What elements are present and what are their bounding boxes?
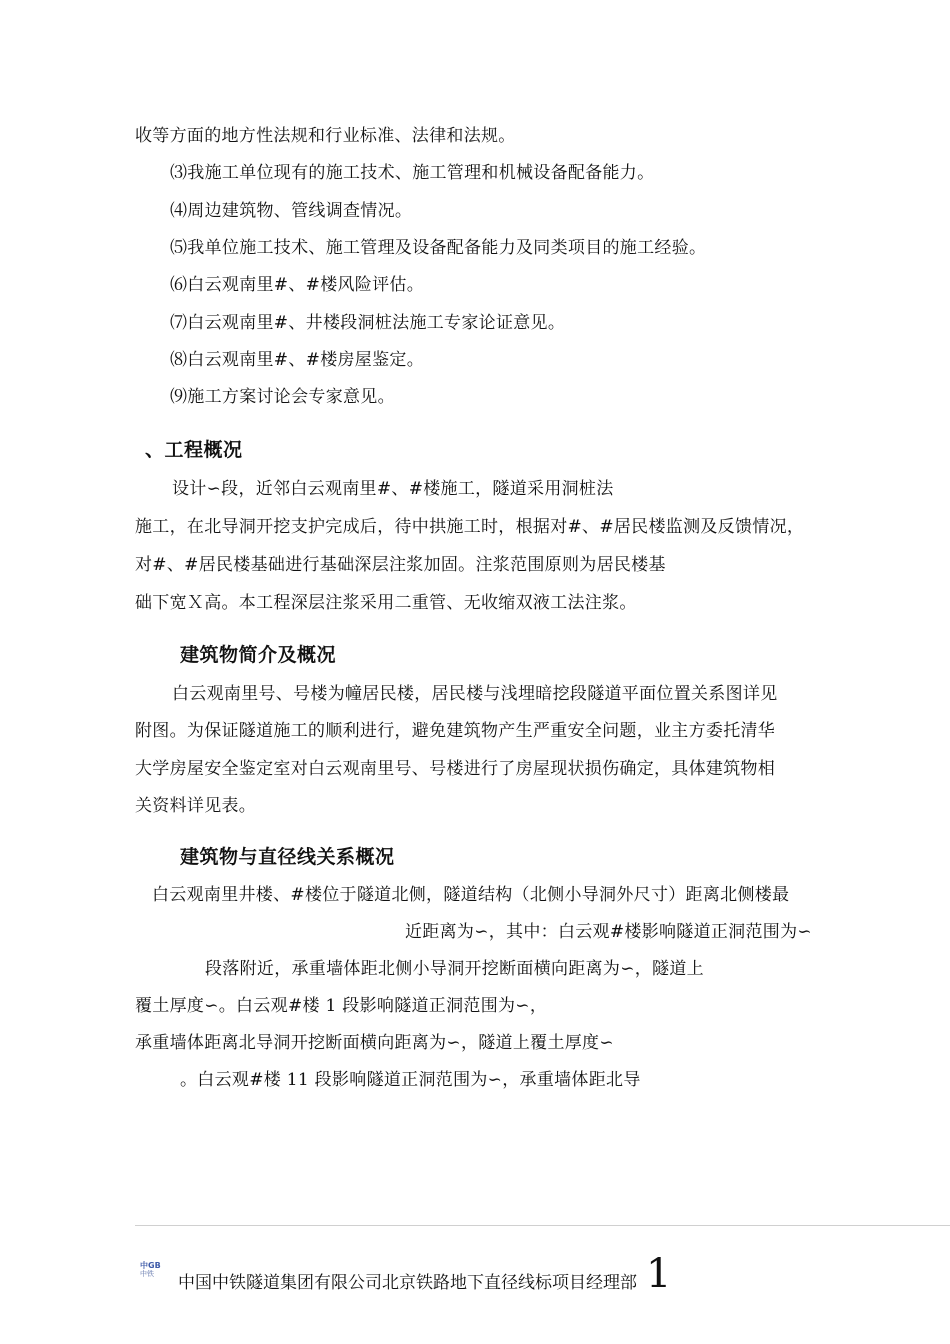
- paragraph-line: 白云观南里井楼、#楼位于隧道北侧，隧道结构（北侧小导洞外尺寸）距离北侧楼最: [152, 885, 790, 905]
- section-heading: 建筑物简介及概况: [180, 644, 337, 666]
- company-logo: [140, 1262, 174, 1278]
- logo-text-top: 中GB: [140, 1261, 161, 1270]
- footer-divider: [135, 1225, 950, 1226]
- list-item: ⑺白云观南里#、井楼段洞桩法施工专家论证意见。: [170, 313, 566, 333]
- section-heading: 、工程概况: [145, 439, 243, 461]
- list-item: ⑼施工方案讨论会专家意见。: [170, 387, 395, 407]
- text-line: 收等方面的地方性法规和行业标准、法律和法规。: [135, 126, 516, 146]
- paragraph-line: 关资料详见表。: [135, 796, 257, 816]
- paragraph-line: 段落附近，承重墙体距北侧小导洞开挖断面横向距离为∽，隧道上: [205, 959, 704, 979]
- footer-company-name: 中国中铁隧道集团有限公司北京铁路地下直径线标项目经理部: [178, 1273, 637, 1293]
- section-heading: 建筑物与直径线关系概况: [180, 846, 395, 868]
- list-item: ⑸我单位施工技术、施工管理及设备配备能力及同类项目的施工经验。: [170, 238, 707, 258]
- paragraph-line: 近距离为∽，其中：白云观#楼影响隧道正洞范围为∽: [405, 922, 812, 942]
- paragraph-line: 。白云观#楼 11 段影响隧道正洞范围为∽，承重墙体距北导: [180, 1070, 641, 1090]
- paragraph-line: 大学房屋安全鉴定室对白云观南里号、号楼进行了房屋现状损伤确定，具体建筑物相: [135, 759, 776, 779]
- paragraph-line: 对#、#居民楼基础进行基础深层注浆加固。注浆范围原则为居民楼基: [135, 555, 666, 575]
- paragraph-line: 施工，在北导洞开挖支护完成后，待中拱施工时，根据对#、#居民楼监测及反馈情况，: [135, 517, 805, 537]
- paragraph-line: 设计∽段，近邻白云观南里#、#楼施工，隧道采用洞桩法: [172, 479, 614, 499]
- paragraph-line: 白云观南里号、号楼为幢居民楼，居民楼与浅埋暗挖段隧道平面位置关系图详见: [172, 684, 778, 704]
- list-item: ⑻白云观南里#、#楼房屋鉴定。: [170, 350, 424, 370]
- paragraph-line: 附图。为保证隧道施工的顺利进行，避免建筑物产生严重安全问题，业主方委托清华: [135, 721, 776, 741]
- list-item: ⑷周边建筑物、管线调查情况。: [170, 201, 413, 221]
- list-item: ⑹白云观南里#、#楼风险评估。: [170, 275, 424, 295]
- list-item: ⑶我施工单位现有的施工技术、施工管理和机械设备配备能力。: [170, 163, 655, 183]
- paragraph-line: 覆土厚度∽。白云观#楼 1 段影响隧道正洞范围为∽，: [135, 996, 548, 1016]
- page-number: 1: [646, 1251, 672, 1297]
- paragraph-line: 础下宽Ｘ高。本工程深层注浆采用二重管、无收缩双液工法注浆。: [135, 593, 637, 613]
- paragraph-line: 承重墙体距离北导洞开挖断面横向距离为∽，隧道上覆土厚度∽: [135, 1033, 614, 1053]
- logo-text-bottom: 中铁: [140, 1270, 154, 1278]
